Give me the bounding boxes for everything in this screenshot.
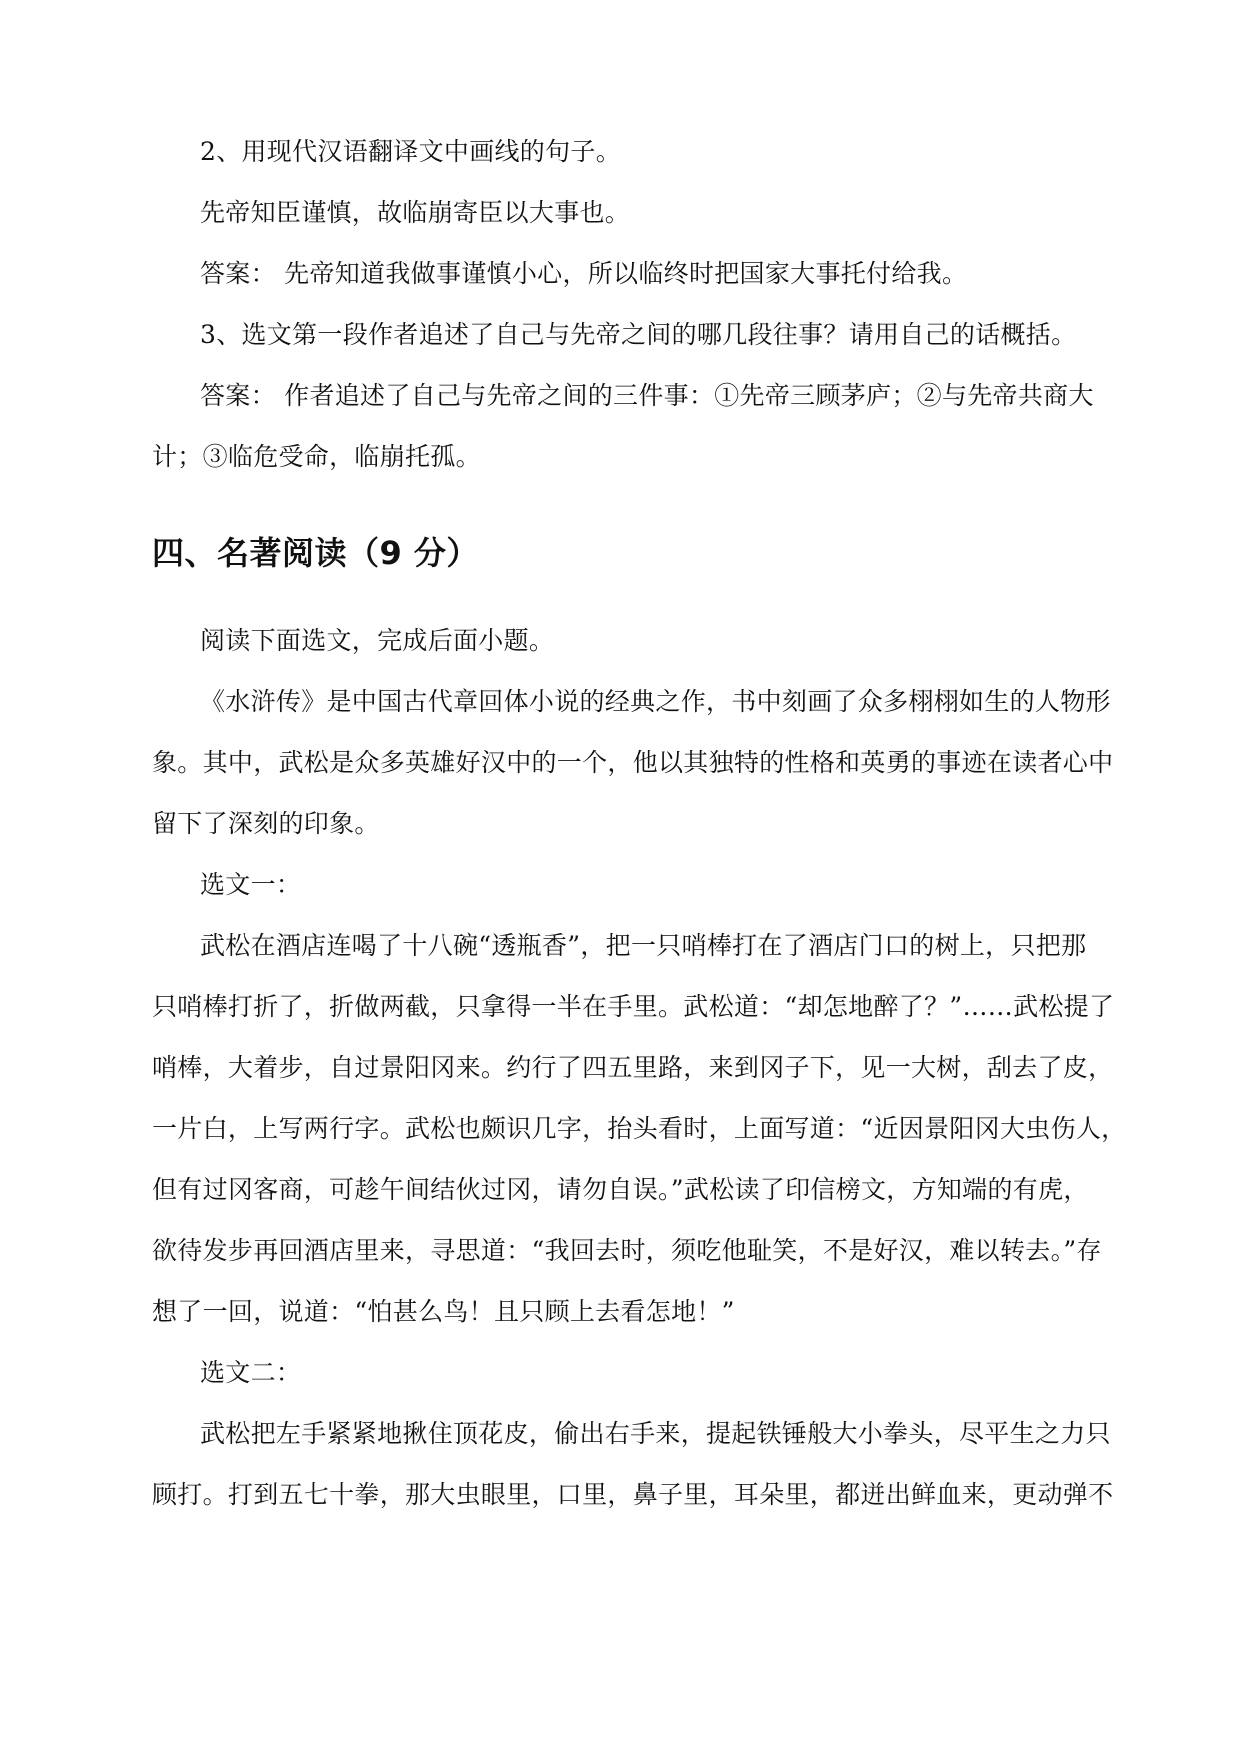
- excerpt-1-line: 想了一回，说道：“怕甚么鸟！且只顾上去看怎地！”: [152, 1297, 735, 1326]
- excerpt-2-line: 武松把左手紧紧地揪住顶花皮，偷出右手来，提起铁锤般大小拳头，尽平生之力只: [200, 1419, 1111, 1448]
- question-3-prompt: 3、选文第一段作者追述了自己与先帝之间的哪几段往事？请用自己的话概括。: [200, 320, 1077, 349]
- question-3-answer-line: 答案： 作者追述了自己与先帝之间的三件事：①先帝三顾茅庐；②与先帝共商大: [200, 381, 1094, 410]
- intro-line: 留下了深刻的印象。: [152, 809, 380, 838]
- excerpt-1-line: 欲待发步再回酒店里来，寻思道：“我回去时，须吃他耻笑，不是好汉，难以转去。”存: [152, 1236, 1102, 1265]
- excerpt-2-label: 选文二：: [200, 1358, 302, 1387]
- section-heading: 四、名著阅读（9 分）: [152, 534, 479, 572]
- excerpt-1-label: 选文一：: [200, 870, 302, 899]
- excerpt-1-line: 一片白，上写两行字。武松也颇识几字，抬头看时，上面写道：“近因景阳冈大虫伤人，: [152, 1114, 1127, 1143]
- excerpt-1-line: 只哨棒打折了，折做两截，只拿得一半在手里。武松道：“却怎地醉了？”……武松提了: [152, 992, 1115, 1021]
- excerpt-2-line: 顾打。打到五七十拳，那大虫眼里，口里，鼻子里，耳朵里，都迸出鲜血来，更动弹不: [152, 1480, 1114, 1509]
- question-3-answer-line: 计；③临危受命，临崩托孤。: [152, 442, 481, 471]
- section-instruction: 阅读下面选文，完成后面小题。: [200, 626, 555, 655]
- intro-line: 象。其中，武松是众多英雄好汉中的一个，他以其独特的性格和英勇的事迹在读者心中: [152, 748, 1114, 777]
- excerpt-1-line: 武松在酒店连喝了十八碗“透瓶香”，把一只哨棒打在了酒店门口的树上，只把那: [200, 931, 1087, 960]
- question-2-prompt: 2、用现代汉语翻译文中画线的句子。: [200, 137, 622, 166]
- intro-line: 《水浒传》是中国古代章回体小说的经典之作，书中刻画了众多栩栩如生的人物形: [200, 687, 1111, 716]
- question-2-sentence: 先帝知臣谨慎，故临崩寄臣以大事也。: [200, 198, 631, 227]
- excerpt-1-line: 但有过冈客商，可趁午间结伙过冈，请勿自误。”武松读了印信榜文，方知端的有虎，: [152, 1175, 1089, 1204]
- question-2-answer: 答案： 先帝知道我做事谨慎小心，所以临终时把国家大事托付给我。: [200, 259, 968, 288]
- excerpt-1-line: 哨棒，大着步，自过景阳冈来。约行了四五里路，来到冈子下，见一大树，刮去了皮，: [152, 1053, 1114, 1082]
